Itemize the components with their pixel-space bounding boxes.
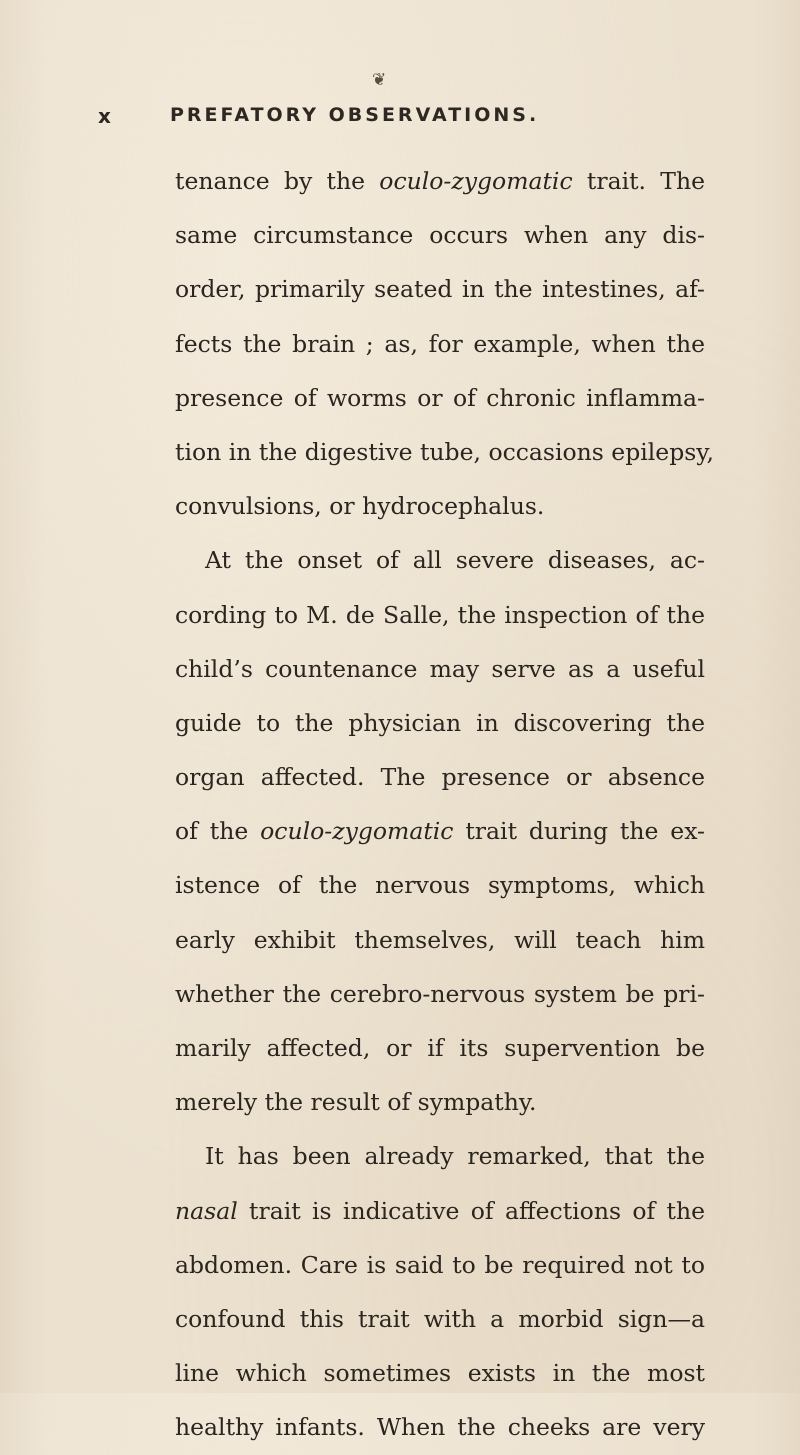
text-line: merely the result of sympathy. (175, 1088, 537, 1117)
text-line: guide to the physician in discovering the (175, 708, 705, 737)
text-line: presence of worms or of chronic inflamma- (175, 383, 705, 412)
text-line: healthy infants. When the cheeks are very (175, 1413, 705, 1442)
text-line: convulsions, or hydrocephalus. (175, 492, 545, 521)
text-line: tenance by the oculo-zygomatic trait. The (175, 167, 705, 195)
text-line: organ affected. The presence or absence (175, 763, 705, 792)
text-line: child’s countenance may serve as a useful (175, 654, 705, 683)
text-line: of the oculo-zygomatic trait during the ex- (175, 817, 705, 846)
text-line: tion in the digestive tube, occasions epilepsy, (175, 437, 714, 466)
text-line: nasal trait is indicative of affections of the (175, 1196, 705, 1225)
text-line: cording to M. de Salle, the inspection of the (175, 600, 705, 629)
text-line: same circumstance occurs when any dis- (175, 221, 705, 250)
text-line: abdomen. Care is said to be required not to (175, 1250, 705, 1279)
text-line: order, primarily seated in the intestines, af- (175, 275, 705, 304)
text-line: fects the brain ; as, for example, when the (175, 329, 705, 358)
text-line: marily affected, or if its supervention be (175, 1034, 705, 1062)
printer-ornament: ❦ (372, 70, 387, 90)
text-line: whether the cerebro-nervous system be pri- (175, 979, 705, 1008)
body-text (175, 154, 714, 1455)
text-line: istence of the nervous symptoms, which (175, 871, 705, 900)
running-head: PREFATORY OBSERVATIONS. (170, 104, 540, 126)
text-line: early exhibit themselves, will teach him (175, 925, 705, 954)
text-line: It has been already remarked, that the (205, 1142, 705, 1171)
text-line: confound this trait with a morbid sign—a (175, 1304, 705, 1333)
text-line: At the onset of all severe diseases, ac- (205, 546, 705, 575)
page-number: x (98, 104, 111, 128)
text-line: line which sometimes exists in the most (175, 1359, 705, 1388)
